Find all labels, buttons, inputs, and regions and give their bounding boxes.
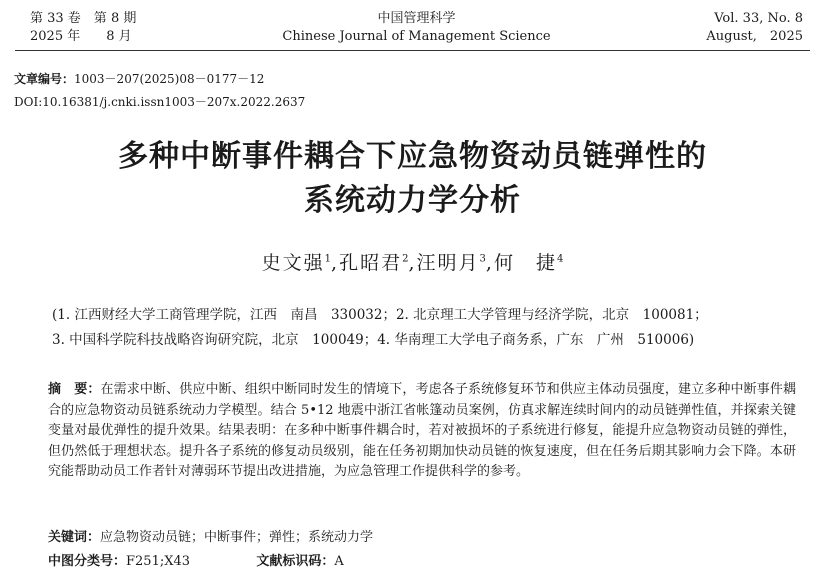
abstract-text: 在需求中断、供应中断、组织中断同时发生的情境下，考虑各子系统修复环节和供应主体动员强度，建立多种中断事件耦合的应急物资动员链系统动力学模型。结合 5•12 地震中浙江省帐篷动员案例，仿真求解连续时间内的动员链弹性值，并探索关键变量对最优弹性的提升效果。结果表明：在多种中断事件耦合时，若对被损坏的子系统进行修复，能提升应急物资动员链的弹性，但仍然低于理想状态。提升各子系统的修复动员级别，能在任务初期加快动员链的恢复速度，但在任务后期其影响力会下降。本研究能帮助动员工作者针对薄弱环节提出改进措施，为应急管理工作提供科学的参考。: [48, 382, 796, 480]
journal-name-cn: 中国管理科学: [377, 11, 456, 26]
author-affil-mark: 2: [402, 253, 409, 265]
paper-title-line2: 系统动力学分析: [304, 183, 521, 218]
author-name: 孔昭君: [339, 252, 403, 274]
classification: [48, 550, 344, 569]
author-name: 何 捷: [493, 252, 557, 274]
clc-label: 中图分类号：: [48, 554, 127, 569]
doi: DOI:10.16381/j.cnki.issn1003－207x.2022.2637: [14, 95, 306, 109]
volume-issue-en: [706, 10, 803, 46]
volume-issue-en-line2: August, 2025: [706, 29, 803, 44]
doc-code-value: A: [334, 554, 344, 569]
doc-code-label: 文献标识码：: [256, 554, 335, 569]
journal-header: [30, 10, 803, 50]
journal-name: [30, 10, 803, 46]
paper-title-line1: 多种中断事件耦合下应急物资动员链弹性的: [118, 139, 707, 174]
affiliation-line2: 3. 中国科学院科技战略咨询研究院，北京 100049；4. 华南理工大学电子商务系，广东 广州 510006): [52, 332, 695, 348]
article-number: [14, 70, 264, 88]
author-list: 史文强$^1$,孔昭君$^2$,汪明月$^3$,何 捷$^4$: [261, 252, 564, 274]
author-name: 汪明月: [416, 252, 480, 274]
clc-value: F251;X43: [126, 554, 191, 569]
abstract: [48, 380, 796, 483]
volume-issue-en-line1: Vol. 33, No. 8: [714, 11, 803, 26]
author-name: 史文强: [261, 252, 325, 274]
author-affil-mark: 4: [556, 253, 564, 265]
article-number-label: 文章编号：: [14, 72, 75, 86]
keywords: [48, 526, 373, 545]
author-affil-mark: 1: [324, 253, 332, 265]
keywords-text: 应急物资动员链；中断事件；弹性；系统动力学: [100, 530, 374, 545]
keywords-label: 关键词：: [48, 530, 101, 545]
affiliation-line1: (1. 江西财经大学工商管理学院，江西 南昌 330032；2. 北京理工大学管理与经济学院，北京 100081；: [52, 307, 708, 323]
volume-issue-line2: 2025 年 8 月: [30, 29, 132, 44]
header-rule: [15, 50, 810, 51]
abstract-label: 摘 要：: [48, 382, 101, 397]
article-number-value: 1003－207(2025)08－0177－12: [74, 72, 265, 86]
volume-issue-line1: 第 33 卷 第 8 期: [30, 11, 137, 26]
author-affil-mark: 3: [479, 253, 486, 265]
journal-name-en: Chinese Journal of Management Science: [282, 29, 551, 44]
